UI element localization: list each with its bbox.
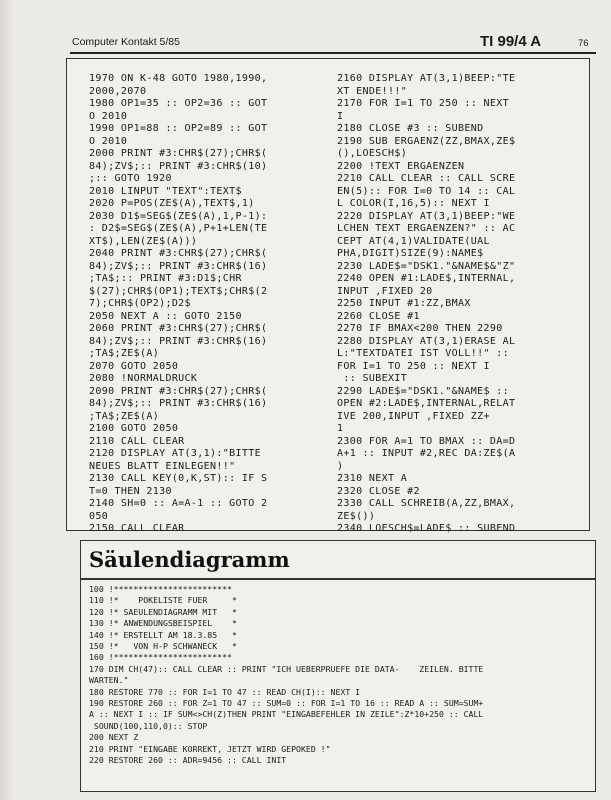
magazine-name: Computer Kontakt 5/85	[72, 36, 180, 48]
code-line: 130 !* ANWENDUNGSBEISPIEL *	[89, 618, 237, 629]
code-line: 1990 OP1=88 :: OP2=89 :: GOT	[89, 123, 268, 134]
code-line: L COLOR(I,16,5):: NEXT I	[337, 198, 490, 209]
code-line: $(27);CHR$(OP1);TEXT$;CHR$(2	[89, 285, 268, 297]
code-line: 2320 CLOSE #2	[337, 485, 420, 497]
code-line: 1970 ON K-48 GOTO 1980,1990,	[89, 73, 268, 84]
saeulendiagramm-box	[80, 540, 596, 792]
code-line: 2210 CALL CLEAR :: CALL SCRE	[337, 173, 516, 184]
code-line: 2220 DISPLAY AT(3,1)BEEP:"WE	[337, 210, 516, 222]
code-line: 2300 FOR A=1 TO BMAX :: DA=D	[337, 435, 516, 447]
page-number: 76	[578, 38, 589, 49]
section-title-rule	[81, 578, 595, 580]
code-line: 2000,2070	[89, 85, 147, 97]
code-line: 160 !************************	[89, 652, 232, 663]
code-line: 2080 !NORMALDRUCK	[89, 373, 198, 384]
code-line: I	[337, 110, 344, 122]
code-line: SOUND(100,110,0):: STOP	[89, 720, 208, 731]
code-line: 2130 CALL KEY(0,K,ST):: IF S	[89, 473, 268, 484]
code-line: : D2$=SEG$(ZE$(A),P+1+LEN(TE	[89, 223, 268, 234]
code-line: XT ENDE!!!"	[337, 85, 408, 97]
code-line: 2110 CALL CLEAR	[89, 435, 185, 447]
code-line: 2160 DISPLAY AT(3,1)BEEP:"TE	[337, 73, 516, 84]
code-line: WARTEN."	[89, 675, 129, 686]
code-line: PHA,DIGIT)SIZE(9):NAME$	[337, 248, 484, 259]
code-line: 170 DIM CH(47):: CALL CLEAR :: PRINT "ICH UEBERPRUEFE DIE DATA- ZEILEN. BITTE	[89, 663, 484, 674]
code-line: ;TA$;ZE$(A)	[89, 348, 160, 359]
listing-right-column	[337, 73, 565, 536]
code-line: LCHEN TEXT ERGAENZEN?" :: AC	[337, 223, 516, 234]
code-line: 2030 D1$=SEG$(ZE$(A),1,P-1):	[89, 210, 268, 222]
code-line: NEUES BLATT EINLEGEN!!"	[89, 460, 236, 472]
code-line: 2270 IF BMAX<200 THEN 2290	[337, 323, 503, 334]
listing-left-column	[89, 73, 317, 536]
code-line: XT$),LEN(ZE$(A)))	[89, 235, 198, 247]
page-binding-shadow	[0, 0, 14, 800]
code-line: O 2010	[89, 135, 128, 147]
code-line: 100 !************************	[89, 584, 232, 594]
code-line: O 2010	[89, 110, 128, 122]
code-line: 150 !* VON H-P SCHWANECK *	[89, 641, 237, 652]
code-line: 2190 SUB ERGAENZ(ZZ,BMAX,ZE$	[337, 135, 516, 147]
code-line: (),LOESCH$)	[337, 148, 408, 159]
code-line: 2250 INPUT #1:ZZ,BMAX	[337, 298, 471, 309]
code-line: )	[337, 460, 344, 472]
code-line: A :: NEXT I :: IF SUM<>CH(Z)THEN PRINT "EINGABEFEHLER IN ZEILE":Z*10+250 :: CALL	[89, 709, 484, 720]
code-line: INPUT ,FIXED 20	[337, 285, 433, 297]
code-line: 2120 DISPLAY AT(3,1):"BITTE	[89, 448, 262, 459]
code-line: L:"TEXTDATEI IST VOLL!!" ::	[337, 348, 510, 359]
code-line: 2100 GOTO 2050	[89, 423, 179, 434]
code-line: 1	[337, 423, 344, 434]
program-listing-box	[66, 58, 590, 534]
code-line: 120 !* SAEULENDIAGRAMM MIT *	[89, 606, 237, 617]
code-line: 7);CHR$(OP2);D2$	[89, 298, 191, 309]
code-line: 2260 CLOSE #1	[337, 310, 420, 322]
code-line: 190 RESTORE 260 :: FOR Z=1 TO 47 :: SUM=0 :: FOR I=1 TO 16 :: READ A :: SUM=SUM+	[89, 698, 484, 709]
code-line: EN(5):: FOR I=0 TO 14 :: CAL	[337, 185, 516, 197]
code-line: 2070 GOTO 2050	[89, 360, 179, 372]
code-line: 1980 OP1=35 :: OP2=36 :: GOT	[89, 98, 268, 109]
code-line: 2230 LADE$="DSK1."&NAME$&"Z"	[337, 260, 516, 272]
code-line: 2310 NEXT A	[337, 473, 408, 484]
code-line: 84);ZV$;:: PRINT #3:CHR$(10)	[89, 160, 268, 172]
code-line: T=0 THEN 2130	[89, 485, 172, 497]
code-line: 2330 CALL SCHREIB(A,ZZ,BMAX,	[337, 498, 516, 509]
code-line: 110 !* POKELISTE FUER *	[89, 595, 237, 606]
code-line: 2060 PRINT #3:CHR$(27);CHR$(	[89, 323, 268, 334]
code-line: 2000 PRINT #3:CHR$(27);CHR$(	[89, 148, 268, 159]
header-rule	[70, 52, 596, 54]
code-line: 200 NEXT Z	[89, 732, 139, 743]
code-line: ZE$())	[337, 510, 376, 522]
code-line: 84);ZV$;:: PRINT #3:CHR$(16)	[89, 260, 268, 272]
code-line: 2340 LOESCH$=LADE$ :: SUBEND	[337, 523, 516, 534]
code-line: 84);ZV$;:: PRINT #3:CHR$(16)	[89, 398, 268, 409]
code-line: OPEN #2:LADE$,INTERNAL,RELAT	[337, 398, 516, 409]
code-line: A+1 :: INPUT #2,REC DA:ZE$(A	[337, 448, 516, 459]
code-line: 2180 CLOSE #3 :: SUBEND	[337, 123, 484, 134]
code-line: 220 RESTORE 260 :: ADR=9456 :: CALL INIT	[89, 755, 287, 766]
code-line: 2170 FOR I=1 TO 250 :: NEXT	[337, 98, 510, 109]
code-line: 2090 PRINT #3:CHR$(27);CHR$(	[89, 385, 268, 397]
code-line: 2040 PRINT #3:CHR$(27);CHR$(	[89, 248, 268, 259]
code-line: 2020 P=POS(ZE$(A),TEXT$,1)	[89, 198, 255, 209]
code-line: ;:: GOTO 1920	[89, 173, 172, 184]
code-line: 2050 NEXT A :: GOTO 2150	[89, 310, 242, 322]
code-line: 050	[89, 510, 109, 522]
code-line: ;TA$;ZE$(A)	[89, 410, 160, 422]
code-line: 140 !* ERSTELLT AM 18.3.85 *	[89, 629, 237, 640]
code-line: CEPT AT(4,1)VALIDATE(UAL	[337, 235, 490, 247]
code-line: ;TA$;:: PRINT #3:D1$;CHR	[89, 273, 242, 284]
code-line: FOR I=1 TO 250 :: NEXT I	[337, 360, 490, 372]
code-line: 2290 LADE$="DSK1."&NAME$ ::	[337, 385, 510, 397]
code-line: 2010 LINPUT "TEXT":TEXT$	[89, 185, 242, 197]
code-line: 2140 SH=0 :: A=A-1 :: GOTO 2	[89, 498, 268, 509]
section-title: Säulendiagramm	[89, 547, 290, 572]
section-heading: TI 99/4 A	[480, 33, 542, 50]
code-line: :: SUBEXIT	[337, 373, 408, 384]
code-line: 210 PRINT "EINGABE KORREKT, JETZT WIRD GEPOKED !"	[89, 743, 331, 754]
code-line: 180 RESTORE 770 :: FOR I=1 TO 47 :: READ CH(I):: NEXT I	[89, 686, 361, 697]
code-line: 2240 OPEN #1:LADE$,INTERNAL,	[337, 273, 516, 284]
code-line: 2150 CALL CLEAR	[89, 523, 185, 534]
saeulendiagramm-listing	[89, 584, 589, 767]
code-line: 2200 !TEXT ERGAENZEN	[337, 160, 465, 172]
code-line: 84);ZV$;:: PRINT #3:CHR$(16)	[89, 335, 268, 347]
code-line: 2280 DISPLAY AT(3,1)ERASE AL	[337, 335, 516, 347]
code-line: IVE 200,INPUT ,FIXED ZZ+	[337, 410, 490, 422]
